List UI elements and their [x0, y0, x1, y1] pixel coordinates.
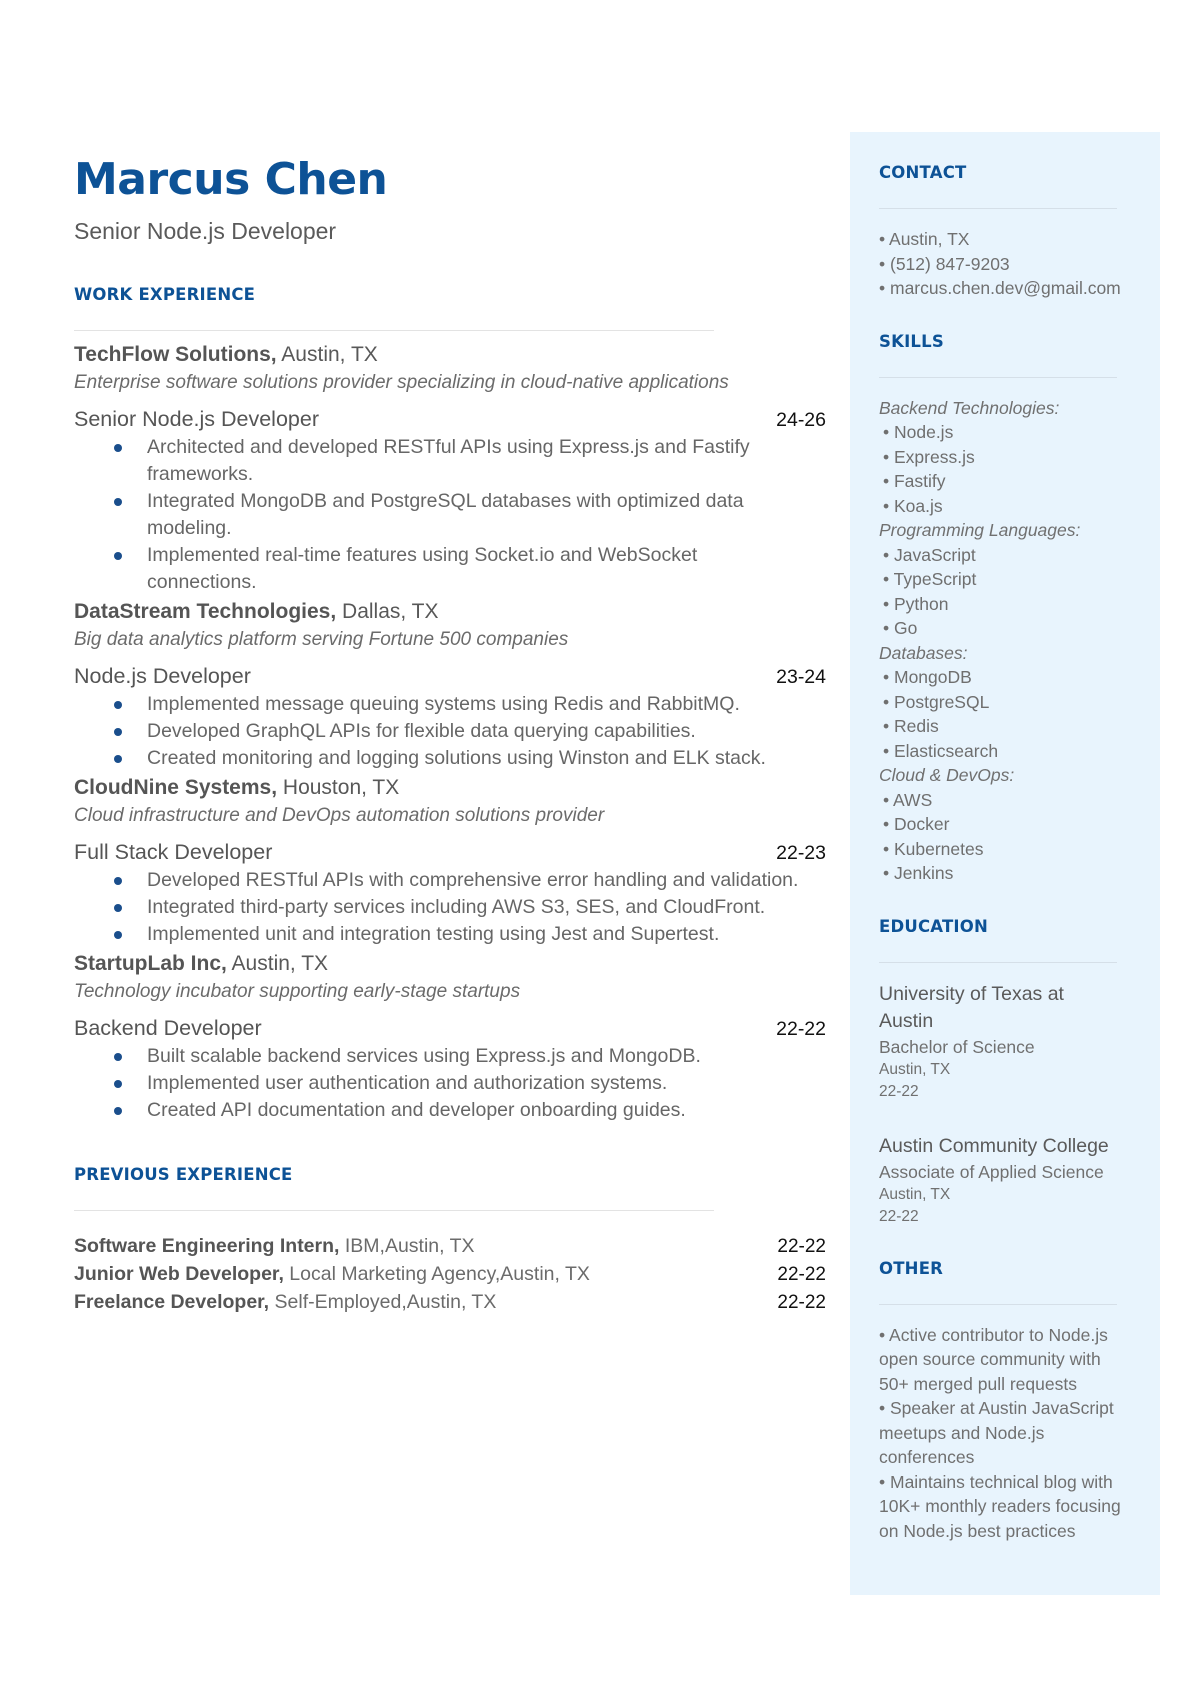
- job-bullets: [74, 691, 826, 772]
- education-heading: EDUCATION: [879, 916, 988, 936]
- skill-item: • Express.js: [883, 446, 975, 467]
- job-bullet: Integrated MongoDB and PostgreSQL databases with optimized data modeling.: [114, 488, 807, 542]
- company-line: [74, 341, 826, 369]
- job-bullet: Implemented real-time features using Socket.io and WebSocket connections.: [114, 542, 807, 596]
- education-section: [879, 916, 1139, 1228]
- education-entry: [879, 1133, 1139, 1228]
- job-role: Backend Developer: [74, 1016, 262, 1040]
- job-bullet: Created API documentation and developer onboarding guides.: [114, 1097, 807, 1124]
- other-heading: OTHER: [879, 1258, 944, 1278]
- other-item: • Speaker at Austin JavaScript meetups and Node.js conferences: [879, 1398, 1114, 1467]
- job-entry: [74, 774, 826, 948]
- role-row: [74, 405, 826, 434]
- job-entry: [74, 341, 826, 596]
- company-description: Technology incubator supporting early-stage startups: [74, 981, 521, 1002]
- company-line: [74, 950, 826, 978]
- skills-section: [879, 331, 1139, 886]
- job-dates: 22-23: [776, 842, 826, 864]
- candidate-name: Marcus Chen: [74, 154, 388, 205]
- work-experience-heading: WORK EXPERIENCE: [74, 285, 256, 304]
- sidebar: [850, 132, 1160, 1595]
- other-section: [879, 1258, 1139, 1544]
- job-role: Full Stack Developer: [74, 840, 273, 864]
- company-location: Dallas, TX: [342, 600, 439, 623]
- section-divider: [879, 208, 1117, 209]
- previous-org: Self-Employed,Austin, TX: [274, 1291, 497, 1313]
- skill-category: Programming Languages:: [879, 520, 1081, 540]
- job-dates: 23-24: [776, 666, 826, 688]
- education-dates: 22-22: [879, 1207, 919, 1225]
- education-school: University of Texas at Austin: [879, 982, 1064, 1032]
- education-dates: 22-22: [879, 1082, 919, 1100]
- skills-list: [879, 396, 1139, 886]
- skill-item: • Python: [883, 593, 949, 614]
- candidate-title: Senior Node.js Developer: [74, 218, 337, 244]
- role-row: [74, 662, 826, 691]
- section-divider: [74, 330, 714, 331]
- previous-role: Freelance Developer,: [74, 1291, 270, 1313]
- previous-experience-item: [74, 1233, 826, 1261]
- skill-item: • Koa.js: [883, 495, 943, 516]
- job-bullet: Implemented user authentication and authorization systems.: [114, 1070, 807, 1097]
- previous-org: Local Marketing Agency,Austin, TX: [289, 1263, 590, 1285]
- skills-heading: SKILLS: [879, 331, 944, 351]
- education-degree: Associate of Applied Science: [879, 1161, 1104, 1182]
- job-bullet: Developed GraphQL APIs for flexible data querying capabilities.: [114, 718, 807, 745]
- skill-item: • JavaScript: [883, 544, 976, 565]
- job-entry: [74, 598, 826, 772]
- job-role: Senior Node.js Developer: [74, 407, 319, 431]
- job-dates: 22-22: [776, 1018, 826, 1040]
- role-row: [74, 838, 826, 867]
- previous-experience-heading: PREVIOUS EXPERIENCE: [74, 1165, 293, 1184]
- previous-role: Software Engineering Intern,: [74, 1235, 340, 1257]
- job-entry: [74, 950, 826, 1124]
- company-name: CloudNine Systems,: [74, 776, 278, 799]
- company-location: Houston, TX: [282, 776, 400, 799]
- section-divider: [879, 377, 1117, 378]
- skill-item: • PostgreSQL: [883, 691, 990, 712]
- company-name: StartupLab Inc,: [74, 952, 227, 975]
- company-name: TechFlow Solutions,: [74, 343, 277, 366]
- job-bullet: Integrated third-party services including AWS S3, SES, and CloudFront.: [114, 894, 807, 921]
- section-divider: [879, 1304, 1117, 1305]
- previous-dates: 22-22: [777, 1236, 826, 1257]
- skill-item: • Kubernetes: [883, 838, 984, 859]
- main-column: [74, 150, 826, 1317]
- role-row: [74, 1014, 826, 1043]
- education-entry: [879, 981, 1139, 1103]
- job-dates: 24-26: [776, 409, 826, 431]
- previous-role: Junior Web Developer,: [74, 1263, 284, 1285]
- previous-dates: 22-22: [777, 1292, 826, 1313]
- skill-item: • Node.js: [883, 422, 954, 442]
- previous-experience-item: [74, 1261, 826, 1289]
- previous-experience-list: [74, 1233, 826, 1317]
- previous-dates: 22-22: [777, 1264, 826, 1285]
- skill-item: • Elasticsearch: [883, 740, 999, 761]
- company-description: Cloud infrastructure and DevOps automation solutions provider: [74, 805, 605, 826]
- skill-item: • MongoDB: [883, 667, 972, 687]
- section-divider: [74, 1210, 714, 1211]
- company-name: DataStream Technologies,: [74, 600, 337, 623]
- skill-item: • AWS: [883, 789, 933, 810]
- other-list: [879, 1323, 1131, 1544]
- education-degree: Bachelor of Science: [879, 1036, 1035, 1057]
- education-location: Austin, TX: [879, 1185, 951, 1203]
- company-location: Austin, TX: [231, 952, 329, 975]
- skill-item: • Redis: [883, 716, 939, 736]
- job-bullets: [74, 434, 826, 596]
- company-description: Big data analytics platform serving Fortune 500 companies: [74, 629, 569, 650]
- company-description: Enterprise software solutions provider specializing in cloud-native applications: [74, 372, 729, 393]
- contact-phone[interactable]: • (512) 847-9203: [879, 253, 1010, 274]
- skill-category: Databases:: [879, 642, 968, 663]
- company-line: [74, 774, 826, 802]
- contact-heading: CONTACT: [879, 163, 967, 182]
- company-location: Austin, TX: [281, 343, 378, 366]
- contact-list: [879, 227, 1139, 301]
- contact-email[interactable]: • marcus.chen.dev@gmail.com: [879, 278, 1121, 298]
- education-location: Austin, TX: [879, 1060, 951, 1078]
- job-bullets: [74, 867, 826, 948]
- contact-location: • Austin, TX: [879, 229, 970, 249]
- skill-item: • TypeScript: [883, 569, 977, 589]
- previous-experience-item: [74, 1289, 826, 1317]
- job-bullet: Built scalable backend services using Express.js and MongoDB.: [114, 1043, 807, 1070]
- job-bullet: Implemented message queuing systems using Redis and RabbitMQ.: [114, 691, 807, 718]
- job-bullet: Created monitoring and logging solutions using Winston and ELK stack.: [114, 745, 807, 772]
- skill-item: • Jenkins: [883, 863, 954, 883]
- other-item: • Maintains technical blog with 10K+ monthly readers focusing on Node.js best practices: [879, 1471, 1121, 1541]
- contact-section: [879, 162, 1139, 301]
- skill-item: • Go: [883, 618, 918, 638]
- education-school: Austin Community College: [879, 1134, 1109, 1157]
- job-bullet: Architected and developed RESTful APIs using Express.js and Fastify frameworks.: [114, 434, 807, 488]
- job-bullet: Developed RESTful APIs with comprehensive error handling and validation.: [114, 867, 807, 894]
- company-line: [74, 598, 826, 626]
- previous-org: IBM,Austin, TX: [344, 1235, 475, 1257]
- skill-category: Backend Technologies:: [879, 397, 1060, 418]
- skill-item: • Fastify: [883, 471, 946, 491]
- skill-item: • Docker: [883, 814, 950, 834]
- skill-category: Cloud & DevOps:: [879, 765, 1015, 785]
- other-item: • Active contributor to Node.js open source community with 50+ merged pull requests: [879, 1324, 1108, 1394]
- job-bullets: [74, 1043, 826, 1124]
- job-bullet: Implemented unit and integration testing using Jest and Supertest.: [114, 921, 807, 948]
- section-divider: [879, 962, 1117, 963]
- job-role: Node.js Developer: [74, 664, 251, 688]
